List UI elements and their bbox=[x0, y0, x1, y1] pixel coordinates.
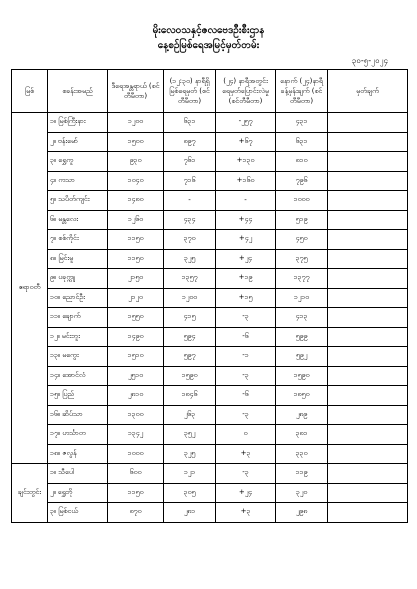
table-row bbox=[12, 444, 408, 464]
header-river: မြစ် bbox=[12, 70, 48, 113]
table-row bbox=[12, 113, 408, 133]
table-row bbox=[12, 288, 408, 308]
forecast-level: ၁၈၅၀ bbox=[276, 386, 328, 406]
danger-level: ၁၅၀၀ bbox=[108, 132, 164, 152]
level-change: +၁၆၀ bbox=[216, 171, 276, 191]
danger-level: ၁၅၅၀ bbox=[108, 308, 164, 328]
remarks-cell bbox=[328, 425, 408, 445]
remarks-cell bbox=[328, 503, 408, 523]
table-row bbox=[12, 366, 408, 386]
danger-level: ၁၃၄၂ bbox=[108, 425, 164, 445]
level-change: ၀ bbox=[216, 425, 276, 445]
forecast-level: ၈၁၀ bbox=[276, 152, 328, 172]
header-station: စခန်းအမည် bbox=[48, 70, 108, 113]
danger-level: ၂၁၅၀ bbox=[108, 269, 164, 289]
table-row bbox=[12, 464, 408, 484]
remarks-cell bbox=[328, 444, 408, 464]
current-level: ၂၆၃ bbox=[164, 405, 216, 425]
current-level: - bbox=[164, 191, 216, 211]
forecast-level: ၅၁၉ bbox=[276, 210, 328, 230]
danger-level: ၁၂၀၀ bbox=[108, 113, 164, 133]
header-remarks: မှတ်ချက် bbox=[328, 70, 408, 113]
table-row bbox=[12, 210, 408, 230]
remarks-cell bbox=[328, 347, 408, 367]
table-body bbox=[12, 113, 408, 523]
remarks-cell bbox=[328, 132, 408, 152]
current-level: ၂၈၁ bbox=[164, 503, 216, 523]
danger-level: ၉၃၀ bbox=[108, 152, 164, 172]
station-name: ၈။ မြင်းမူ bbox=[48, 249, 108, 269]
table-row bbox=[12, 405, 408, 425]
header-change: (၂၄) နာရီအတွင်း ရေမှတ်ပြောင်းလဲမှု (စင်တီမီတာ) bbox=[216, 70, 276, 113]
level-change: +၆၇ bbox=[216, 132, 276, 152]
current-level: ၃၇၀ bbox=[164, 230, 216, 250]
current-level: ၁၅၉၀ bbox=[164, 366, 216, 386]
forecast-level: ၂၉၈ bbox=[276, 503, 328, 523]
level-change: -၂၅၇ bbox=[216, 113, 276, 133]
danger-level: ၁၄၉၀ bbox=[108, 327, 164, 347]
current-level: ၃၂၅ bbox=[164, 444, 216, 464]
table-row bbox=[12, 347, 408, 367]
header-danger-level: ဒီရေအန္တရာယ် (စင်တီမီတာ) bbox=[108, 70, 164, 113]
level-change: -၆ bbox=[216, 386, 276, 406]
forecast-level: ၃၈၁ bbox=[276, 425, 328, 445]
station-name: ၇။ စစ်ကိုင်း bbox=[48, 230, 108, 250]
remarks-cell bbox=[328, 210, 408, 230]
danger-level: ၂၅၁၀ bbox=[108, 366, 164, 386]
forecast-level: ၆၃၁ bbox=[276, 132, 328, 152]
station-name: ၁။ မြစ်ကြီးနား bbox=[48, 113, 108, 133]
station-name: ၂။ ရွှေဘို bbox=[48, 483, 108, 503]
level-change: -၆ bbox=[216, 327, 276, 347]
forecast-level: ၃၃၀ bbox=[276, 444, 328, 464]
danger-level: ၁၂၆၀ bbox=[108, 210, 164, 230]
level-change: +၂၄ bbox=[216, 249, 276, 269]
station-name: ၂။ ဗန်းမော် bbox=[48, 132, 108, 152]
remarks-cell bbox=[328, 327, 408, 347]
danger-level: ၂၁၂၀ bbox=[108, 288, 164, 308]
river-name: ဧရာဝတီ bbox=[12, 113, 48, 464]
header-row bbox=[12, 70, 408, 113]
level-change: -၃ bbox=[216, 464, 276, 484]
table-row bbox=[12, 230, 408, 250]
river-name: ချင်းတွင်း bbox=[12, 464, 48, 523]
forecast-level: ၄၅၀ bbox=[276, 230, 328, 250]
table-row bbox=[12, 191, 408, 211]
current-level: ၁၂၁ bbox=[164, 464, 216, 484]
station-name: ၁၁။ ချောက် bbox=[48, 308, 108, 328]
forecast-level: ၃၇၅ bbox=[276, 249, 328, 269]
current-level: ၃၀၅ bbox=[164, 483, 216, 503]
current-level: ၆၃၁ bbox=[164, 113, 216, 133]
forecast-level: ၅၉၂ bbox=[276, 347, 328, 367]
remarks-cell bbox=[328, 152, 408, 172]
level-change: +၃ bbox=[216, 444, 276, 464]
forecast-level: ၁၀၀၀ bbox=[276, 191, 328, 211]
station-name: ၁၅။ ပြည် bbox=[48, 386, 108, 406]
level-change: +၃ bbox=[216, 503, 276, 523]
remarks-cell bbox=[328, 249, 408, 269]
station-name: ၁၂။ မင်းဘူး bbox=[48, 327, 108, 347]
danger-level: ၁၃၀၀ bbox=[108, 405, 164, 425]
station-name: ၁၄။ အောင်လံ bbox=[48, 366, 108, 386]
current-level: ၅၉၇ bbox=[164, 347, 216, 367]
station-name: ၉။ ပခုက္ကူ bbox=[48, 269, 108, 289]
current-level: ၇၁၆ bbox=[164, 171, 216, 191]
report-date: ၃၀-၅-၂၀၂၄ bbox=[351, 56, 388, 65]
remarks-cell bbox=[328, 405, 408, 425]
table-row bbox=[12, 483, 408, 503]
station-name: ၆။ မန္တလေး bbox=[48, 210, 108, 230]
forecast-level: ၅၉၉ bbox=[276, 327, 328, 347]
level-change: +၁၉ bbox=[216, 269, 276, 289]
level-change: -၁ bbox=[216, 347, 276, 367]
level-change: +၄၂ bbox=[216, 230, 276, 250]
title-line-1: မိုးလေဝသနှင့်ဇလဗေဒဦးစီးဌာန bbox=[152, 25, 265, 36]
table-row bbox=[12, 171, 408, 191]
forecast-level: ၃၂၀ bbox=[276, 483, 328, 503]
level-change: -၃ bbox=[216, 308, 276, 328]
current-level: ၁၃၅၇ bbox=[164, 269, 216, 289]
current-level: ၁၂၀၀ bbox=[164, 288, 216, 308]
level-change: - bbox=[216, 191, 276, 211]
current-level: ၁၈၄၆ bbox=[164, 386, 216, 406]
forecast-level: ၁၂၁၀ bbox=[276, 288, 328, 308]
danger-level: ၁၅၁၀ bbox=[108, 347, 164, 367]
table-row bbox=[12, 249, 408, 269]
remarks-cell bbox=[328, 366, 408, 386]
forecast-level: ၁၃၇၇ bbox=[276, 269, 328, 289]
level-change: +၁၅ bbox=[216, 288, 276, 308]
current-level: ၃၂၅ bbox=[164, 249, 216, 269]
level-change: +၄၄ bbox=[216, 210, 276, 230]
forecast-level: ၄၁၃ bbox=[276, 308, 328, 328]
station-name: ၃။ မြစ်ငယ် bbox=[48, 503, 108, 523]
table-row bbox=[12, 269, 408, 289]
table-row bbox=[12, 152, 408, 172]
danger-level: ၁၁၅၀ bbox=[108, 230, 164, 250]
table-row bbox=[12, 425, 408, 445]
danger-level: ၁၄၈၀ bbox=[108, 191, 164, 211]
remarks-cell bbox=[328, 269, 408, 289]
header-current-level: (၁၂:၃၀) နာရီရှိ မြစ်ရေမှတ် (စင်တီမီတာ) bbox=[164, 70, 216, 113]
current-level: ၅၉၄ bbox=[164, 327, 216, 347]
station-name: ၅။ သပိတ်ကျင်း bbox=[48, 191, 108, 211]
remarks-cell bbox=[328, 113, 408, 133]
danger-level: ၁၀၄၀ bbox=[108, 171, 164, 191]
table-row bbox=[12, 308, 408, 328]
forecast-level: ၂၈၉ bbox=[276, 405, 328, 425]
remarks-cell bbox=[328, 171, 408, 191]
current-level: ၄၁၅ bbox=[164, 308, 216, 328]
station-name: ၁၀။ ညောင်ဦး bbox=[48, 288, 108, 308]
level-change: -၃ bbox=[216, 405, 276, 425]
level-change: -၃ bbox=[216, 366, 276, 386]
forecast-level: ၁၅၉၀ bbox=[276, 366, 328, 386]
station-name: ၄။ ကသာ bbox=[48, 171, 108, 191]
current-level: ၄၃၄ bbox=[164, 210, 216, 230]
level-change: +၁၃၀ bbox=[216, 152, 276, 172]
station-name: ၁၈။ ဇလွန် bbox=[48, 444, 108, 464]
remarks-cell bbox=[328, 191, 408, 211]
current-level: ၇၆၁ bbox=[164, 152, 216, 172]
current-level: ၃၅၂ bbox=[164, 425, 216, 445]
remarks-cell bbox=[328, 308, 408, 328]
station-name: ၃။ ရွှေကူ bbox=[48, 152, 108, 172]
station-name: ၁။ သီပေါ bbox=[48, 464, 108, 484]
remarks-cell bbox=[328, 483, 408, 503]
danger-level: ၁၁၅၀ bbox=[108, 249, 164, 269]
danger-level: ၁၀၀၀ bbox=[108, 444, 164, 464]
remarks-cell bbox=[328, 464, 408, 484]
danger-level: ၁၁၅၀ bbox=[108, 483, 164, 503]
station-name: ၁၇။ ဟင်္သာတ bbox=[48, 425, 108, 445]
header-forecast: နောက် (၂၄)နာရီ ခန့်မှန်းချက် (စင်တီမီတာ) bbox=[276, 70, 328, 113]
danger-level: ၂၈၁၀ bbox=[108, 386, 164, 406]
level-change: +၂၄ bbox=[216, 483, 276, 503]
table-row bbox=[12, 386, 408, 406]
danger-level: ၆၀၀ bbox=[108, 464, 164, 484]
forecast-level: ၄၃၁ bbox=[276, 113, 328, 133]
table-row bbox=[12, 327, 408, 347]
forecast-level: ၁၁၉ bbox=[276, 464, 328, 484]
danger-level: ၈၇၀ bbox=[108, 503, 164, 523]
station-name: ၁၃။ မကွေး bbox=[48, 347, 108, 367]
water-level-table bbox=[11, 69, 408, 523]
remarks-cell bbox=[328, 288, 408, 308]
current-level: ၈၉၇ bbox=[164, 132, 216, 152]
remarks-cell bbox=[328, 386, 408, 406]
table-row bbox=[12, 503, 408, 523]
table-row bbox=[12, 132, 408, 152]
title-line-2: နေ့စဉ်မြစ်ရေအမြင့်မှတ်တမ်း bbox=[157, 40, 260, 51]
forecast-level: ၇၉၆ bbox=[276, 171, 328, 191]
station-name: ၁၆။ ဆိပ်သာ bbox=[48, 405, 108, 425]
remarks-cell bbox=[328, 230, 408, 250]
